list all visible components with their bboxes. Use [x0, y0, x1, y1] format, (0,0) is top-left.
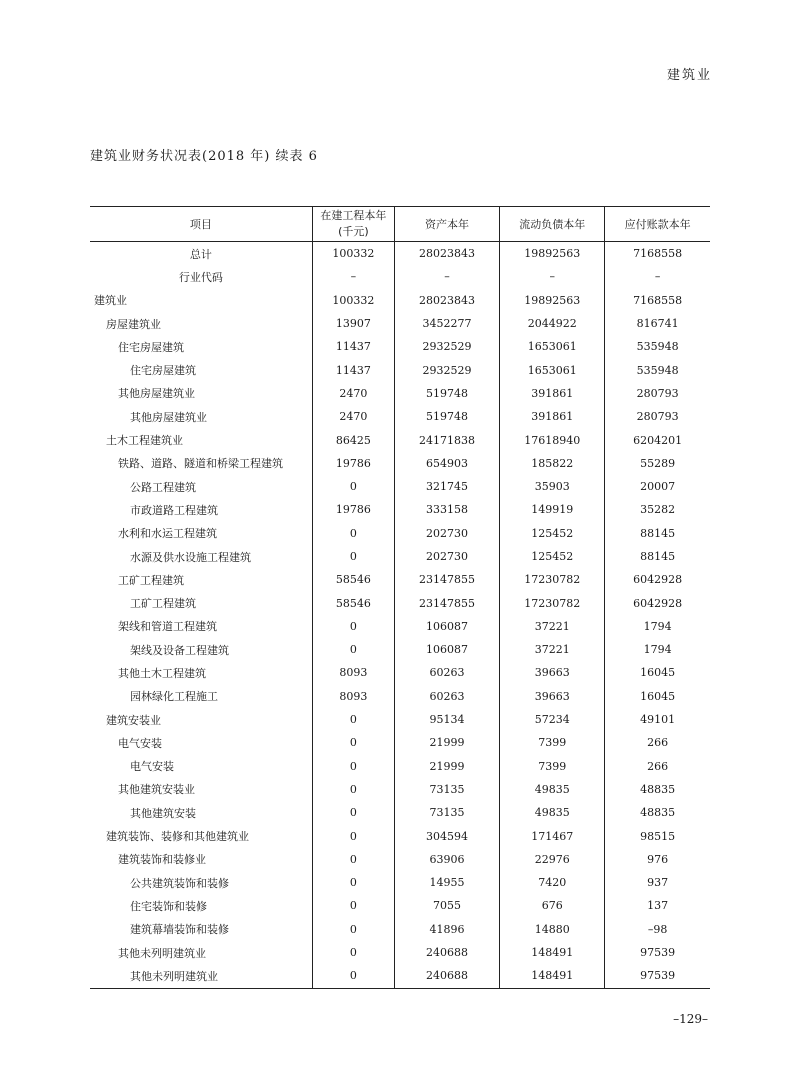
row-label: 架线及设备工程建筑 — [130, 643, 229, 657]
cell-current-liabilities: 14880 — [500, 918, 605, 941]
cell-current-liabilities: 17230782 — [500, 591, 605, 614]
row-label: 住宅装饰和装修 — [130, 899, 207, 913]
cell-assets: 240688 — [394, 964, 499, 988]
cell-accounts-payable: 7168558 — [605, 242, 710, 266]
cell-current-liabilities: 39663 — [500, 685, 605, 708]
table-row — [90, 452, 710, 475]
cell-accounts-payable: 48835 — [605, 778, 710, 801]
cell-assets: 333158 — [394, 498, 499, 521]
table-row — [90, 382, 710, 405]
cell-construction-in-progress: 0 — [312, 848, 394, 871]
cell-construction-in-progress: 100332 — [312, 289, 394, 312]
table-row — [90, 289, 710, 312]
cell-current-liabilities: 185822 — [500, 452, 605, 475]
cell-construction-in-progress: 0 — [312, 894, 394, 917]
cell-accounts-payable: 55289 — [605, 452, 710, 475]
cell-assets: 60263 — [394, 685, 499, 708]
cell-accounts-payable: 48835 — [605, 801, 710, 824]
table-row — [90, 358, 710, 381]
row-label: 其他建筑安装业 — [118, 783, 195, 797]
column-header-current-liabilities: 流动负债本年 — [500, 207, 605, 242]
cell-assets: 24171838 — [394, 428, 499, 451]
column-header-accounts-payable: 应付账款本年 — [605, 207, 710, 242]
cell-current-liabilities: 7420 — [500, 871, 605, 894]
cell-current-liabilities: 19892563 — [500, 242, 605, 266]
cell-accounts-payable: 816741 — [605, 312, 710, 335]
row-label: 架线和管道工程建筑 — [118, 620, 217, 634]
cell-current-liabilities: 57234 — [500, 708, 605, 731]
cell-construction-in-progress: 0 — [312, 545, 394, 568]
cell-assets: 304594 — [394, 824, 499, 847]
cell-accounts-payable: 97539 — [605, 941, 710, 964]
cell-accounts-payable: 976 — [605, 848, 710, 871]
cell-construction-in-progress: 100332 — [312, 242, 394, 266]
cell-construction-in-progress: 19786 — [312, 498, 394, 521]
cell-accounts-payable: 88145 — [605, 545, 710, 568]
row-label: 水利和水运工程建筑 — [118, 527, 217, 541]
cell-current-liabilities: 49835 — [500, 778, 605, 801]
row-label: 建筑安装业 — [106, 713, 161, 727]
cell-assets: 23147855 — [394, 568, 499, 591]
table-row — [90, 685, 710, 708]
cell-construction-in-progress: 0 — [312, 964, 394, 988]
row-label: 其他未列明建筑业 — [118, 946, 206, 960]
table-row — [90, 591, 710, 614]
cell-assets: 21999 — [394, 755, 499, 778]
cell-accounts-payable: 266 — [605, 731, 710, 754]
cell-assets: 23147855 — [394, 591, 499, 614]
cell-current-liabilities: 22976 — [500, 848, 605, 871]
table-row — [90, 731, 710, 754]
table-row — [90, 824, 710, 847]
table-row — [90, 265, 710, 288]
row-label: 市政道路工程建筑 — [130, 503, 218, 517]
cell-current-liabilities: 37221 — [500, 638, 605, 661]
cell-assets: 21999 — [394, 731, 499, 754]
section-label: 建筑业 — [666, 68, 712, 83]
row-label: 园林绿化工程施工 — [130, 690, 218, 704]
cell-assets: 63906 — [394, 848, 499, 871]
table-header-row — [90, 207, 710, 242]
cell-construction-in-progress: 0 — [312, 475, 394, 498]
cell-construction-in-progress: 2470 — [312, 405, 394, 428]
cell-assets: 519748 — [394, 382, 499, 405]
row-label: 房屋建筑业 — [106, 317, 161, 331]
cell-construction-in-progress: 8093 — [312, 661, 394, 684]
row-label: 行业代码 — [178, 270, 223, 284]
cell-construction-in-progress: 0 — [312, 708, 394, 731]
cell-current-liabilities: 39663 — [500, 661, 605, 684]
cell-assets: 73135 — [394, 778, 499, 801]
cell-construction-in-progress: 0 — [312, 918, 394, 941]
cell-construction-in-progress: 0 — [312, 522, 394, 545]
table-row — [90, 312, 710, 335]
table-row — [90, 638, 710, 661]
cell-current-liabilities: 37221 — [500, 615, 605, 638]
cell-assets: 321745 — [394, 475, 499, 498]
cell-accounts-payable: 937 — [605, 871, 710, 894]
cell-assets: 95134 — [394, 708, 499, 731]
row-label: 工矿工程建筑 — [130, 597, 196, 611]
table-row — [90, 871, 710, 894]
cell-accounts-payable: 20007 — [605, 475, 710, 498]
cell-accounts-payable: 266 — [605, 755, 710, 778]
cell-current-liabilities: 35903 — [500, 475, 605, 498]
column-header-construction-in-progress — [312, 207, 394, 242]
cell-construction-in-progress: 11437 — [312, 335, 394, 358]
cell-assets: 73135 — [394, 801, 499, 824]
table-row — [90, 661, 710, 684]
cell-assets: 106087 — [394, 638, 499, 661]
table-row — [90, 941, 710, 964]
cell-current-liabilities: 148491 — [500, 964, 605, 988]
table-row — [90, 522, 710, 545]
cell-current-liabilities: 1653061 — [500, 358, 605, 381]
cell-construction-in-progress: 2470 — [312, 382, 394, 405]
row-label: 工矿工程建筑 — [118, 573, 184, 587]
row-label: 住宅房屋建筑 — [130, 364, 196, 378]
cell-assets: 14955 — [394, 871, 499, 894]
table-row — [90, 708, 710, 731]
cell-assets: 654903 — [394, 452, 499, 475]
table-caption: 建筑业财务状况表(2018 年) 续表 6 — [90, 149, 318, 164]
row-label: 建筑幕墙装饰和装修 — [130, 923, 229, 937]
row-label: 建筑装饰、装修和其他建筑业 — [106, 830, 249, 844]
cell-accounts-payable: 7168558 — [605, 289, 710, 312]
row-label: 公共建筑装饰和装修 — [130, 876, 229, 890]
cell-assets: 28023843 — [394, 289, 499, 312]
cell-construction-in-progress: 0 — [312, 871, 394, 894]
cell-assets: 240688 — [394, 941, 499, 964]
cell-construction-in-progress: 58546 — [312, 568, 394, 591]
row-label: 电气安装 — [130, 760, 174, 774]
cell-construction-in-progress: 0 — [312, 778, 394, 801]
row-label: 住宅房屋建筑 — [118, 340, 184, 354]
cell-assets: 60263 — [394, 661, 499, 684]
cell-construction-in-progress: – — [312, 265, 394, 288]
cell-accounts-payable: 6042928 — [605, 591, 710, 614]
row-label: 土木工程建筑业 — [106, 434, 183, 448]
cell-construction-in-progress: 0 — [312, 638, 394, 661]
cell-accounts-payable: 280793 — [605, 382, 710, 405]
table-row — [90, 615, 710, 638]
table-row — [90, 475, 710, 498]
cell-assets: 7055 — [394, 894, 499, 917]
cell-current-liabilities: 676 — [500, 894, 605, 917]
cell-accounts-payable: – — [605, 265, 710, 288]
table-row — [90, 755, 710, 778]
row-label: 其他未列明建筑业 — [90, 964, 312, 988]
cell-assets: 3452277 — [394, 312, 499, 335]
cell-accounts-payable: 6204201 — [605, 428, 710, 451]
row-label: 建筑业 — [94, 294, 127, 308]
cell-current-liabilities: 7399 — [500, 755, 605, 778]
cell-current-liabilities: 49835 — [500, 801, 605, 824]
cell-accounts-payable: 98515 — [605, 824, 710, 847]
cell-current-liabilities: 2044922 — [500, 312, 605, 335]
cell-current-liabilities: 19892563 — [500, 289, 605, 312]
table-row — [90, 894, 710, 917]
cell-construction-in-progress: 58546 — [312, 591, 394, 614]
table-row — [90, 405, 710, 428]
table-row — [90, 778, 710, 801]
cell-current-liabilities: 148491 — [500, 941, 605, 964]
cell-construction-in-progress: 0 — [312, 824, 394, 847]
column-header-item: 项目 — [90, 207, 312, 242]
cell-accounts-payable: 137 — [605, 894, 710, 917]
table-row — [90, 498, 710, 521]
cell-construction-in-progress: 11437 — [312, 358, 394, 381]
cell-assets: 28023843 — [394, 242, 499, 266]
row-label: 其他建筑安装 — [130, 806, 196, 820]
page-number: –129– — [673, 1012, 708, 1026]
cell-accounts-payable: 535948 — [605, 335, 710, 358]
cell-current-liabilities: 125452 — [500, 545, 605, 568]
table-row — [90, 801, 710, 824]
cell-construction-in-progress: 0 — [312, 941, 394, 964]
column-header-assets: 资产本年 — [394, 207, 499, 242]
cell-accounts-payable: 35282 — [605, 498, 710, 521]
table-row — [90, 335, 710, 358]
cell-accounts-payable: 16045 — [605, 661, 710, 684]
row-label: 其他土木工程建筑 — [118, 666, 206, 680]
table-row — [90, 428, 710, 451]
cell-current-liabilities: – — [500, 265, 605, 288]
row-label: 其他房屋建筑业 — [130, 410, 207, 424]
cell-accounts-payable: –98 — [605, 918, 710, 941]
table-row — [90, 964, 710, 988]
cell-accounts-payable: 16045 — [605, 685, 710, 708]
cell-current-liabilities: 17618940 — [500, 428, 605, 451]
cell-construction-in-progress: 19786 — [312, 452, 394, 475]
cell-accounts-payable: 535948 — [605, 358, 710, 381]
table-row — [90, 242, 710, 266]
row-label: 电气安装 — [118, 736, 162, 750]
cell-construction-in-progress: 8093 — [312, 685, 394, 708]
cell-accounts-payable: 6042928 — [605, 568, 710, 591]
cell-construction-in-progress: 13907 — [312, 312, 394, 335]
header-cip-text: 在建工程本年 (千元) — [320, 209, 387, 238]
cell-construction-in-progress: 0 — [312, 755, 394, 778]
cell-construction-in-progress: 0 — [312, 615, 394, 638]
cell-assets: – — [394, 265, 499, 288]
cell-accounts-payable: 1794 — [605, 615, 710, 638]
cell-accounts-payable: 88145 — [605, 522, 710, 545]
table-row — [90, 568, 710, 591]
cell-current-liabilities: 391861 — [500, 405, 605, 428]
cell-accounts-payable: 1794 — [605, 638, 710, 661]
cell-assets: 519748 — [394, 405, 499, 428]
row-label: 其他房屋建筑业 — [118, 387, 195, 401]
cell-current-liabilities: 125452 — [500, 522, 605, 545]
cell-assets: 2932529 — [394, 358, 499, 381]
cell-construction-in-progress: 0 — [312, 731, 394, 754]
row-label: 总计 — [189, 247, 212, 261]
cell-current-liabilities: 391861 — [500, 382, 605, 405]
row-label: 铁路、道路、隧道和桥梁工程建筑 — [118, 457, 283, 471]
table-row — [90, 545, 710, 568]
cell-assets: 41896 — [394, 918, 499, 941]
cell-construction-in-progress: 86425 — [312, 428, 394, 451]
table-row — [90, 918, 710, 941]
row-label: 水源及供水设施工程建筑 — [130, 550, 251, 564]
cell-accounts-payable: 49101 — [605, 708, 710, 731]
table-body — [90, 242, 710, 989]
cell-current-liabilities: 149919 — [500, 498, 605, 521]
row-label: 公路工程建筑 — [130, 480, 196, 494]
cell-construction-in-progress: 0 — [312, 801, 394, 824]
cell-accounts-payable: 280793 — [605, 405, 710, 428]
cell-assets: 2932529 — [394, 335, 499, 358]
cell-current-liabilities: 171467 — [500, 824, 605, 847]
cell-accounts-payable: 97539 — [605, 964, 710, 988]
table-row — [90, 848, 710, 871]
cell-assets: 202730 — [394, 522, 499, 545]
cell-current-liabilities: 1653061 — [500, 335, 605, 358]
row-label: 建筑装饰和装修业 — [118, 853, 206, 867]
financial-table — [90, 206, 710, 989]
cell-current-liabilities: 7399 — [500, 731, 605, 754]
cell-assets: 202730 — [394, 545, 499, 568]
cell-assets: 106087 — [394, 615, 499, 638]
cell-current-liabilities: 17230782 — [500, 568, 605, 591]
